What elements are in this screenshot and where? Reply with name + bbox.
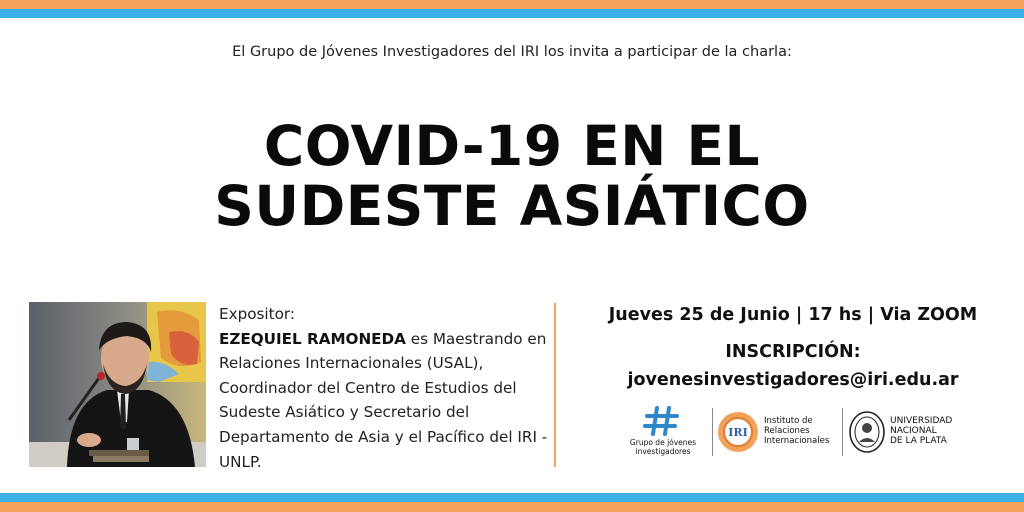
hashtag-icon bbox=[642, 406, 682, 436]
iri-logo-line-3: Internacionales bbox=[764, 436, 830, 446]
event-date: Jueves 25 de Junio | 17 hs | Via ZOOM bbox=[608, 305, 978, 325]
iri-logo-line-2: Relaciones bbox=[764, 426, 810, 436]
gji-logo-line-1: Grupo de jóvenes bbox=[629, 438, 697, 447]
iri-badge-icon bbox=[716, 410, 760, 454]
speaker-description: es Maestrando en Relaciones Internacionales (USAL), Coordinador del Centro de Estudios del Sudeste Asiático y Secretario del Departamento de Asia y el Pacífico del IRI - UNLP. bbox=[219, 329, 548, 471]
top-blue-stripe bbox=[0, 9, 1024, 18]
title-line-2: SUDESTE ASIÁTICO bbox=[214, 174, 810, 238]
vertical-divider bbox=[554, 303, 556, 467]
speaker-photo bbox=[29, 302, 206, 467]
unlp-logo-line-1: UNIVERSIDAD bbox=[890, 416, 953, 426]
iri-logo bbox=[716, 406, 836, 458]
logos-row bbox=[620, 406, 1000, 458]
title-line-1: COVID-19 EN EL bbox=[263, 114, 761, 178]
bottom-orange-stripe bbox=[0, 502, 1024, 512]
svg-text:IRI: IRI bbox=[728, 426, 748, 439]
logo-separator bbox=[712, 408, 713, 456]
logo-separator bbox=[842, 408, 843, 456]
speaker-bio bbox=[219, 302, 549, 474]
registration-email[interactable]: jovenesinvestigadores@iri.edu.ar bbox=[627, 370, 959, 390]
bio-label: Expositor: bbox=[219, 305, 295, 323]
unlp-logo-line-3: DE LA PLATA bbox=[890, 436, 947, 446]
unlp-logo-line-2: NACIONAL bbox=[890, 426, 937, 436]
bio-text bbox=[219, 327, 549, 475]
gji-logo bbox=[620, 406, 700, 458]
event-title bbox=[0, 116, 1024, 236]
intro-text: El Grupo de Jóvenes Investigadores del IRI los invita a participar de la charla: bbox=[232, 44, 792, 60]
unlp-logo bbox=[848, 406, 998, 458]
iri-logo-line-1: Instituto de bbox=[764, 416, 813, 426]
speaker-name: EZEQUIEL RAMONEDA bbox=[219, 329, 406, 348]
top-orange-stripe bbox=[0, 0, 1024, 9]
bottom-blue-stripe bbox=[0, 493, 1024, 502]
gji-logo-line-2: investigadores bbox=[635, 447, 691, 456]
unlp-seal-icon bbox=[848, 410, 886, 454]
registration-label: INSCRIPCIÓN: bbox=[725, 342, 861, 362]
